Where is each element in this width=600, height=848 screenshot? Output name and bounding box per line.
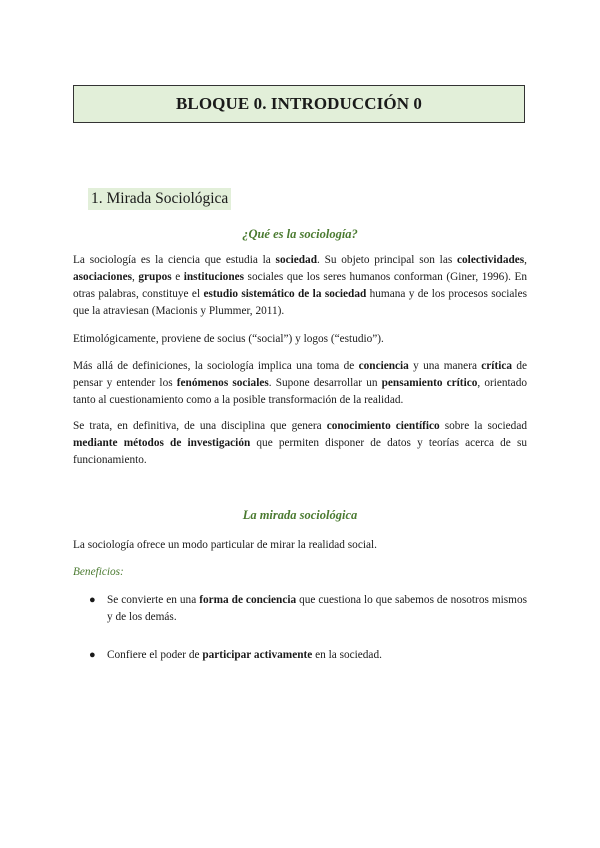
bullet-icon: ● [89,649,96,661]
paragraph-critical-thinking: Más allá de definiciones, la sociología implica una toma de conciencia y una manera crítica de pensar y entender los fenómenos sociales. Supone desarrollar un pensamiento crítico, orientado tanto al cuestionamiento como a la posible transformación de la realidad. [73,360,527,406]
paragraph-definition: La sociología es la ciencia que estudia la sociedad. Su objeto principal son las colectividades, asociaciones, grupos e instituciones sociales que los seres humanos conforman (Giner, 1996). En otras palabras, constituye el estudio sistemático de la sociedad humana y de los procesos sociales que la atraviesan (Macionis y Plummer, 2011). [73,254,527,317]
benefits-label: Beneficios: [73,566,124,578]
paragraph-scientific-knowledge: Se trata, en definitiva, de una disciplina que genera conocimiento científico sobre la sociedad mediante métodos de investigación que permiten disponer de datos y teorías acerca de su funcionamiento. [73,420,527,466]
paragraph-particular-view: La sociología ofrece un modo particular de mirar la realidad social. [73,539,377,551]
title-box [73,85,525,123]
document-title: BLOQUE 0. INTRODUCCIÓN 0 [175,94,423,113]
subheading-what-is-sociology: ¿Qué es la sociología? [242,227,358,241]
paragraph-etymology: Etimológicamente, proviene de socius (“social”) y logos (“estudio”). [73,333,384,345]
list-item: ● Se convierte en una forma de conciencia que cuestiona lo que sabemos de nosotros mismos y de los demás. [89,594,527,623]
list-item: ● Confiere el poder de participar activamente en la sociedad. [73,647,527,664]
benefits-list [73,592,527,664]
section-heading: 1. Mirada Sociológica [88,188,231,210]
bullet-icon: ● [89,594,96,606]
subheading-sociological-view: La mirada sociológica [242,508,358,522]
